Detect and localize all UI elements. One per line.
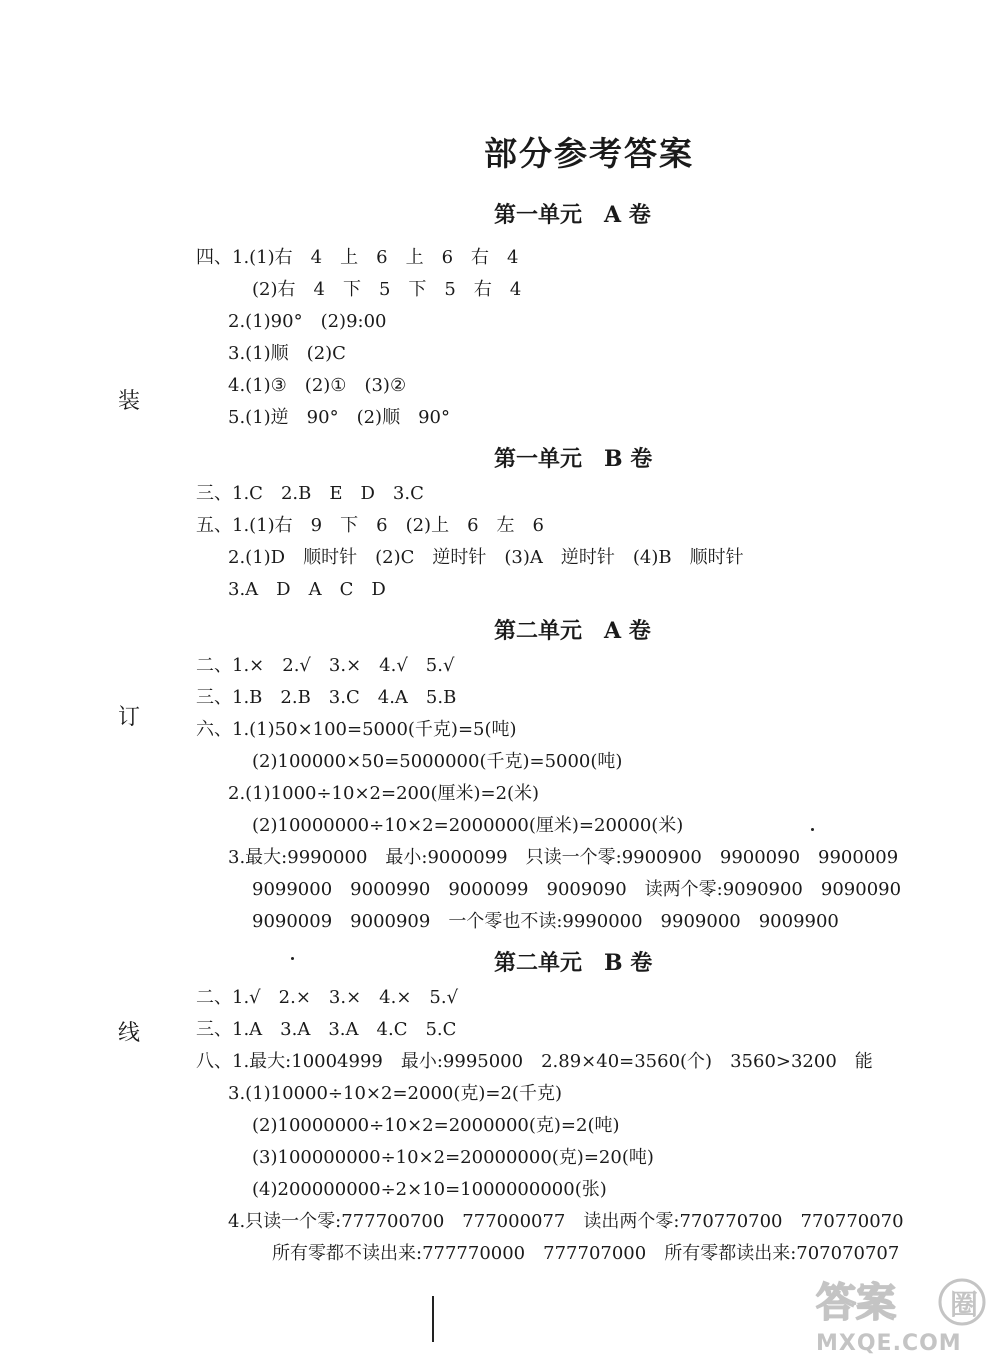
answer-line: 六、1.(1)50×100=5000(千克)=5(吨) — [196, 719, 517, 740]
answer-line: 三、1.A 3.A 3.A 4.C 5.C — [196, 1019, 457, 1040]
answer-line: (2)10000000÷10×2=2000000(厘米)=20000(米) — [252, 815, 684, 836]
answer-line: (2)100000×50=5000000(千克)=5000(吨) — [252, 751, 623, 772]
binding-mark-xian: 线 — [118, 1021, 141, 1046]
watermark-logo — [812, 1270, 994, 1354]
section-title-unit1-b: 第一单元 B 卷 — [494, 446, 653, 472]
answer-line: (3)100000000÷10×2=20000000(克)=20(吨) — [252, 1147, 654, 1168]
answer-line: (2)右 4 下 5 下 5 右 4 — [252, 279, 522, 300]
answer-line: 2.(1)90° (2)9:00 — [228, 311, 387, 332]
answer-line: 3.(1)10000÷10×2=2000(克)=2(千克) — [228, 1083, 562, 1104]
svg-text:圈: 圈 — [950, 1288, 979, 1321]
answer-line: 三、1.B 2.B 3.C 4.A 5.B — [196, 687, 457, 708]
answer-line: 4.只读一个零:777700700 777000077 读出两个零:770770700 770770070 — [228, 1211, 904, 1232]
page-title: 部分参考答案 — [484, 134, 694, 173]
svg-text:答案: 答案 — [816, 1280, 896, 1326]
answer-line: 9090009 9000909 一个零也不读:9990000 9909000 9009900 — [252, 911, 839, 932]
stray-stroke — [432, 1296, 434, 1342]
stray-dot — [291, 957, 294, 960]
binding-mark-ding: 订 — [118, 705, 141, 730]
answer-line: 三、1.C 2.B E D 3.C — [196, 483, 424, 504]
section-title-unit2-b: 第二单元 B 卷 — [494, 950, 653, 976]
section-title-unit1-a: 第一单元 A 卷 — [494, 202, 651, 228]
binding-mark-zhuang: 装 — [118, 389, 141, 414]
answer-line: 八、1.最大:10004999 最小:9995000 2.89×40=3560(个) 3560>3200 能 — [196, 1051, 873, 1072]
answer-line: 3.最大:9990000 最小:9000099 只读一个零:9900900 9900090 9900009 — [228, 847, 899, 868]
answer-line: (2)10000000÷10×2=2000000(克)=2(吨) — [252, 1115, 620, 1136]
section-title-unit2-a: 第二单元 A 卷 — [494, 618, 651, 644]
answer-line: 3.A D A C D — [228, 579, 386, 600]
answer-line: 五、1.(1)右 9 下 6 (2)上 6 左 6 — [196, 515, 544, 536]
answer-line: 9099000 9000990 9000099 9009090 读两个零:9090900 9090090 — [252, 879, 902, 900]
answer-line: 3.(1)顺 (2)C — [228, 343, 346, 364]
answer-line: 二、1.√ 2.× 3.× 4.× 5.√ — [196, 987, 459, 1008]
answer-line: 二、1.× 2.√ 3.× 4.√ 5.√ — [196, 655, 455, 676]
answer-line: 所有零都不读出来:777770000 777707000 所有零都读出来:707070707 — [272, 1243, 900, 1264]
stray-dot — [811, 828, 814, 831]
answer-line: 2.(1)1000÷10×2=200(厘米)=2(米) — [228, 783, 540, 804]
answer-line: 2.(1)D 顺时针 (2)C 逆时针 (3)A 逆时针 (4)B 顺时针 — [228, 547, 744, 568]
answer-line: 5.(1)逆 90° (2)顺 90° — [228, 407, 450, 428]
answer-line: 四、1.(1)右 4 上 6 上 6 右 4 — [196, 247, 519, 268]
answer-line: (4)200000000÷2×10=1000000000(张) — [252, 1179, 607, 1200]
answer-line: 4.(1)③ (2)① (3)② — [228, 375, 407, 396]
svg-text:MXQE.COM: MXQE.COM — [816, 1331, 962, 1354]
